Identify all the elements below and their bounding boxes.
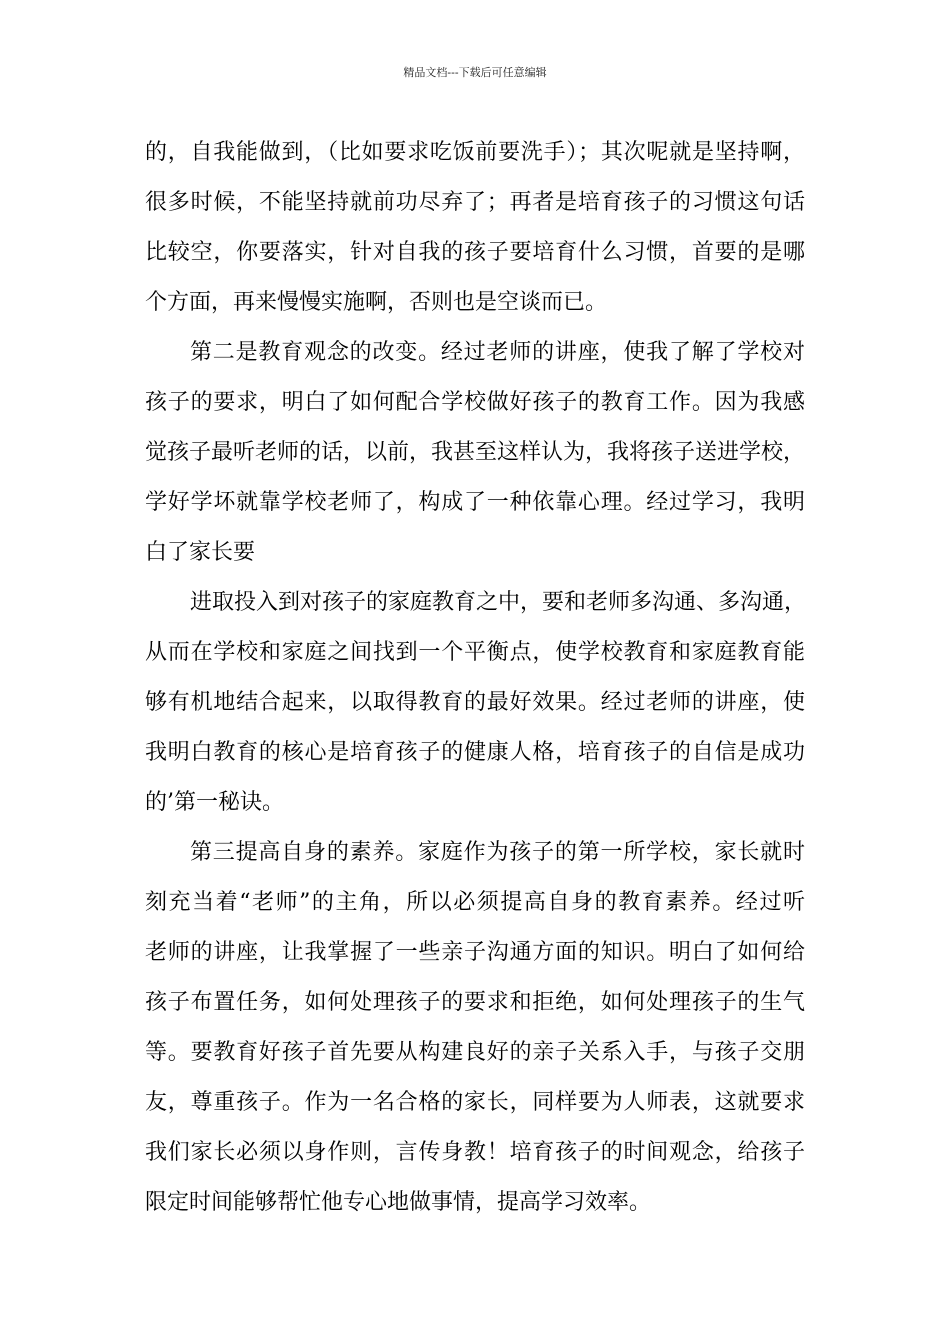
- text-line: 进取投入到对孩子的家庭教育之中，要和老师多沟通、多沟通，: [190, 590, 807, 615]
- paragraph-2: [145, 328, 805, 578]
- text-line: 我明白教育的核心是培育孩子的健康人格，培育孩子的自信是成功: [145, 740, 805, 765]
- text-line: 限定时间能够帮忙他专心地做事情，提高学习效率。: [145, 1190, 652, 1215]
- text-line: 学好学坏就靠学校老师了，构成了一种依靠心理。经过学习，我明: [145, 490, 805, 515]
- text-line: 等。要教育好孩子首先要从构建良好的亲子关系入手，与孩子交朋: [145, 1040, 805, 1065]
- text-line: 刻充当着“老师”的主角，所以必须提高自身的教育素养。经过听: [145, 890, 805, 915]
- text-line: 够有机地结合起来，以取得教育的最好效果。经过老师的讲座，使: [145, 690, 805, 715]
- document-body: [145, 128, 805, 1228]
- text-line: 第二是教育观念的改变。经过老师的讲座，使我了解了学校对: [190, 340, 805, 365]
- text-line: 的’第一秘诀。: [145, 790, 284, 815]
- text-line: 觉孩子最听老师的话，以前，我甚至这样认为，我将孩子送进学校，: [145, 440, 806, 465]
- text-line: 从而在学校和家庭之间找到一个平衡点，使学校教育和家庭教育能: [145, 640, 805, 665]
- paragraph-3: [145, 578, 805, 828]
- text-line: 比较空，你要落实，针对自我的孩子要培育什么习惯，首要的是哪: [145, 240, 805, 265]
- paragraph-1: [145, 128, 805, 328]
- page-header: 精品文档---下载后可任意编辑: [403, 66, 547, 79]
- text-line: 第三提高自身的素养。家庭作为孩子的第一所学校，家长就时: [190, 840, 805, 865]
- text-line: 白了家长要: [145, 540, 256, 565]
- text-line: 孩子布置任务，如何处理孩子的要求和拒绝，如何处理孩子的生气: [145, 990, 805, 1015]
- text-line: 很多时候，不能坚持就前功尽弃了；再者是培育孩子的习惯这句话: [145, 190, 805, 215]
- text-line: 我们家长必须以身作则，言传身教！培育孩子的时间观念，给孩子: [145, 1140, 805, 1165]
- text-line: 友，尊重孩子。作为一名合格的家长，同样要为人师表，这就要求: [145, 1090, 805, 1115]
- text-line: 孩子的要求，明白了如何配合学校做好孩子的教育工作。因为我感: [145, 390, 805, 415]
- text-line: 老师的讲座，让我掌握了一些亲子沟通方面的知识。明白了如何给: [145, 940, 805, 965]
- text-line: 的，自我能做到，（比如要求吃饭前要洗手）；其次呢就是坚持啊，: [145, 140, 805, 165]
- paragraph-4: [145, 828, 805, 1228]
- text-line: 个方面，再来慢慢实施啊，否则也是空谈而已。: [145, 290, 608, 315]
